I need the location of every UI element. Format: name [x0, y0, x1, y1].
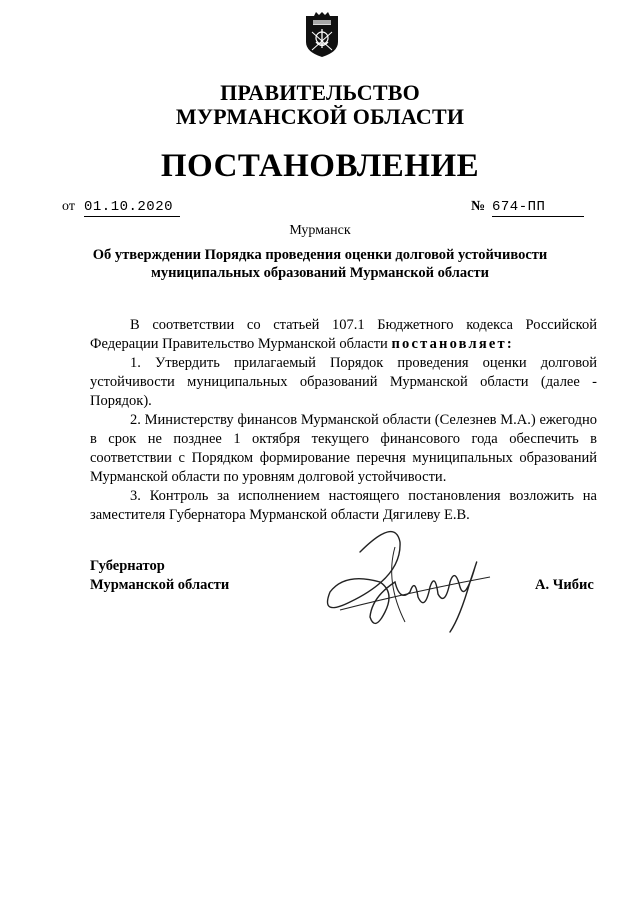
signer-position — [90, 557, 229, 595]
document-body — [90, 316, 597, 525]
body-item-2: 2. Министерству финансов Мурманской области (Селезнев М.А.) ежегодно в срок не позднее 1 октября текущего финансового года обеспечить в соответствии с Порядком формирование перечня муниципальных образований Мурманской области по уровням долговой устойчивости. — [90, 412, 597, 485]
document-subject — [90, 246, 550, 282]
body-intro-emphasis: постановляет: — [391, 336, 514, 352]
document-date: 01.10.2020 — [84, 198, 180, 217]
signer-position-line2: Мурманской области — [90, 577, 230, 593]
body-intro-paragraph — [90, 316, 597, 354]
government-name-line2: МУРМАНСКОЙ ОБЛАСТИ — [175, 104, 465, 129]
subject-line1: Об утверждении Порядка проведения оценки долговой устойчивости — [92, 247, 548, 263]
body-item-3: 3. Контроль за исполнением настоящего постановления возложить на заместителя Губернатора Мурманской области Дягилеву Е.В. — [90, 488, 597, 523]
handwritten-signature — [300, 522, 500, 637]
document-number: 674-ПП — [492, 198, 584, 217]
date-label: от — [62, 199, 75, 214]
body-intro-text: В соответствии со статьей 107.1 Бюджетного кодекса Российской Федерации Правительство Мурманской области — [90, 317, 597, 352]
body-item-1: 1. Утвердить прилагаемый Порядок проведения оценки долговой устойчивости муниципальных образований Мурманской области (далее - Порядок). — [90, 355, 597, 409]
murmansk-coat-of-arms-icon — [305, 12, 339, 58]
signer-position-line1: Губернатор — [90, 558, 165, 574]
city-name: Мурманск — [289, 223, 351, 238]
signer-name: А. Чибис — [535, 577, 594, 593]
number-label: № — [471, 199, 486, 214]
document-type-title: ПОСТАНОВЛЕНИЕ — [160, 148, 480, 184]
government-name-line1: ПРАВИТЕЛЬСТВО — [220, 80, 420, 105]
subject-line2: муниципальных образований Мурманской области — [150, 265, 490, 281]
